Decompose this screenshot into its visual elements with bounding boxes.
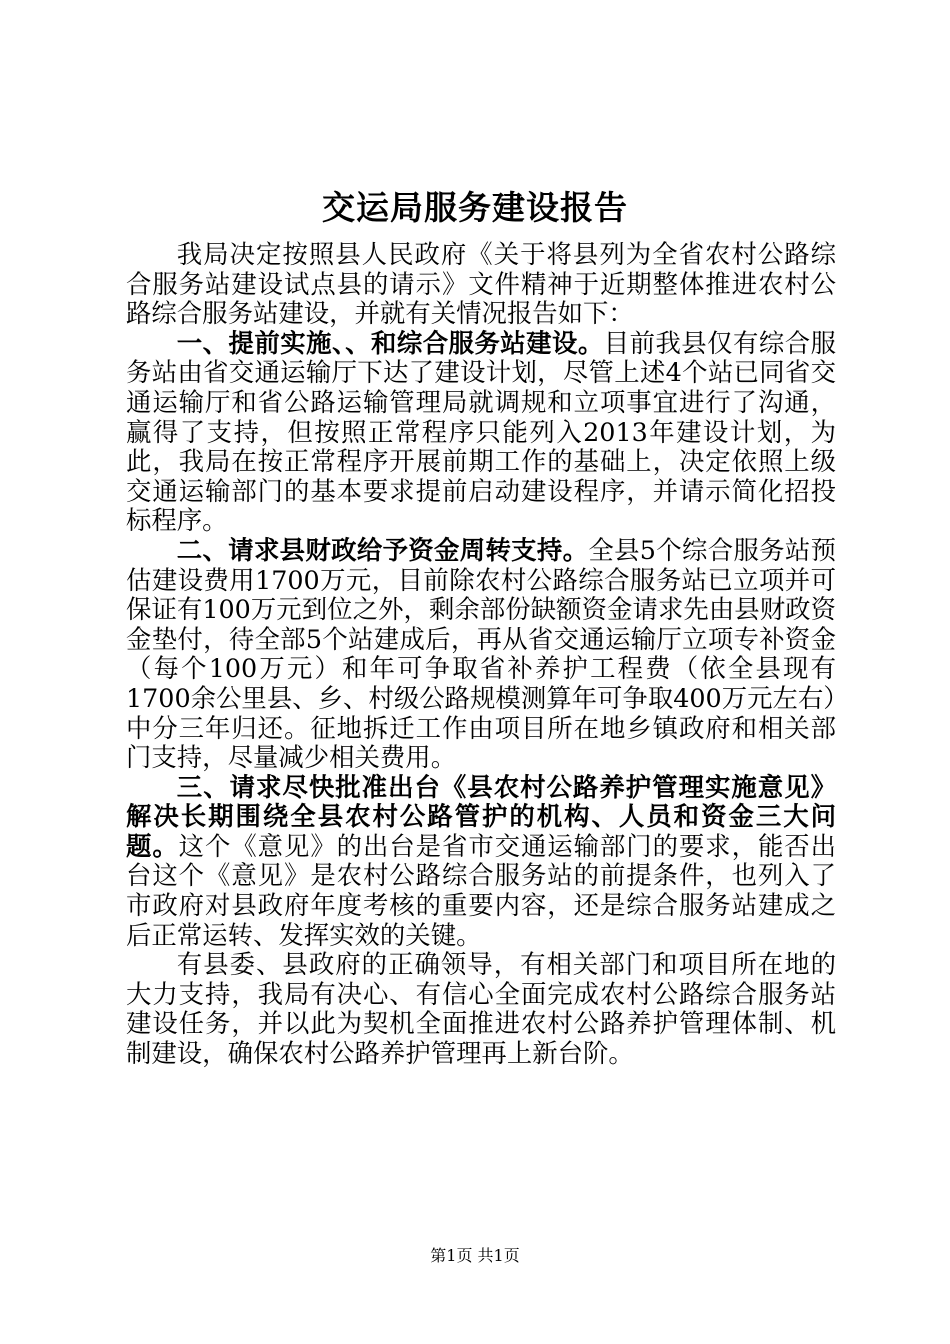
paragraph-lead: 一、提前实施、、和综合服务站建设。	[176, 327, 604, 358]
paragraph-lead: 二、请求县财政给予资金周转支持。	[176, 534, 589, 565]
paragraph-text: 这个《意见》的出台是省市交通运输部门的要求，能否出台这个《意见》是农村公路综合服务站的前提条件，也列入了市政府对县政府年度考核的重要内容，还是综合服务站建成之后正常运转、发挥实效的关键。	[126, 830, 837, 950]
paragraph-text: 我局决定按照县人民政府《关于将县列为全省农村公路综合服务站建设试点县的请示》文件精神于近期整体推进农村公路综合服务站建设，并就有关情况报告如下：	[126, 239, 836, 329]
paragraph-section-1	[126, 329, 836, 536]
paragraph-intro	[126, 240, 836, 329]
page-footer: 第1页 共1页	[430, 1246, 520, 1265]
document-title: 交运局服务建设报告	[322, 188, 628, 227]
document-body	[126, 240, 836, 1069]
paragraph-section-2	[126, 536, 836, 773]
paragraph-lead: 三、请求尽快批准出台《县农村公路养护管理实施意见》解决长期围绕全县农村公路管护的机构、人员和资金三大问题。	[126, 771, 836, 861]
paragraph-text: 目前我县仅有综合服务站由省交通运输厅下达了建设计划，尽管上述4个站已同省交通运输厅和省公路运输管理局就调规和立项事宜进行了沟通，赢得了支持，但按照正常程序只能列入2013年建设计划，为此，我局在按正常程序开展前期工作的基础上，决定依照上级交通运输部门的基本要求提前启动建设程序，并请示简化招投标程序。	[126, 327, 836, 536]
paragraph-text: 全县5个综合服务站预估建设费用1700万元，目前除农村公路综合服务站已立项并可保证有100万元到位之外，剩余部份缺额资金请求先由县财政资金垫付，待全部5个站建成后，再从省交通运输厅立项专补资金（每个100万元）和年可争取省补养护工程费（依全县现有1700余公里县、乡、村级公路规模测算年可争取400万元左右）中分三年归还。征地拆迁工作由项目所在地乡镇政府和相关部门支持，尽量减少相关费用。	[126, 534, 837, 773]
paragraph-closing	[126, 950, 836, 1068]
paragraph-text: 有县委、县政府的正确领导，有相关部门和项目所在地的大力支持，我局有决心、有信心全面完成农村公路综合服务站建设任务，并以此为契机全面推进农村公路养护管理体制、机制建设，确保农村公路养护管理再上新台阶。	[126, 949, 836, 1069]
paragraph-section-3	[126, 773, 836, 951]
